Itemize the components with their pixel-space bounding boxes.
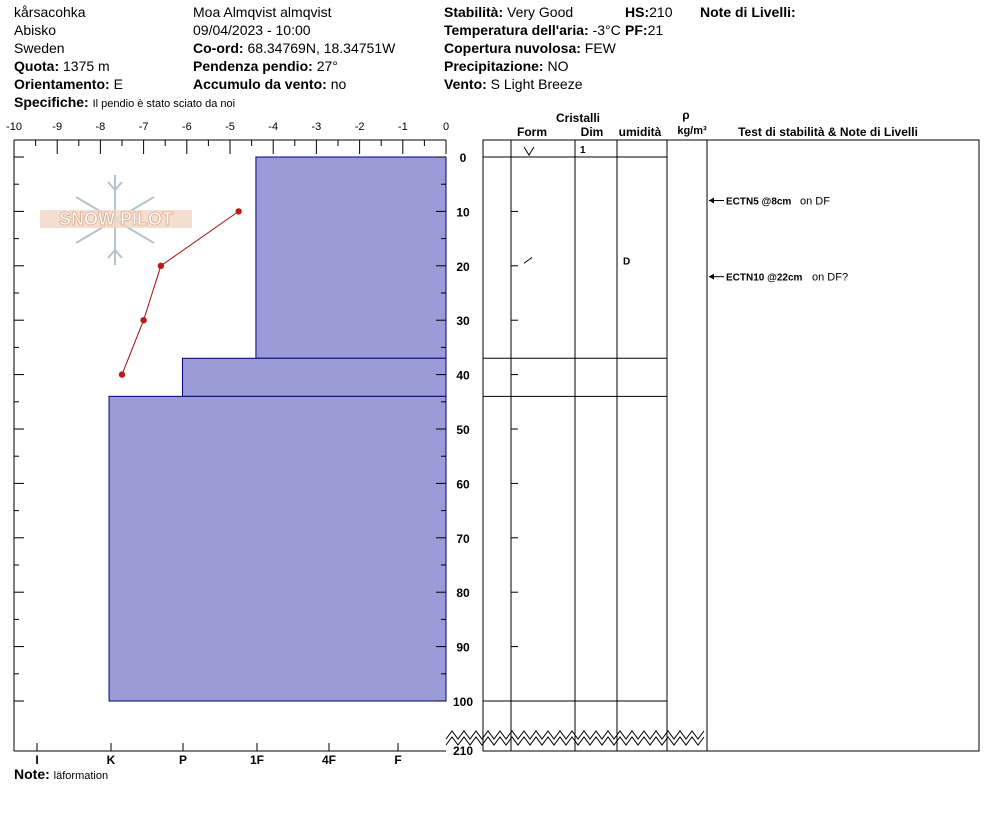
temperature-line <box>122 211 239 374</box>
precipitation: Precipitazione: NO <box>444 58 569 74</box>
logo-text: SNOW PILOT <box>59 209 173 229</box>
observation-datetime: 09/04/2023 - 10:00 <box>193 22 311 38</box>
slope-angle: Pendenza pendio: 27° <box>193 58 338 74</box>
depth-tick-label: 0 <box>459 151 467 165</box>
region-name: Abisko <box>14 22 57 38</box>
wind: Vento: S Light Breeze <box>444 76 583 92</box>
depth-tick-label: 60 <box>456 477 470 492</box>
temperature-point <box>158 263 164 269</box>
hardness-label: P <box>178 753 188 767</box>
temp-tick-label: 0 <box>442 121 450 133</box>
hardness-label: K <box>106 753 116 767</box>
depth-tick-label: 40 <box>456 368 470 383</box>
air-temperature: Temperatura dell'aria: -3°C <box>444 22 621 38</box>
specifics: Specifiche: Il pendio è stato sciato da noi <box>14 94 236 110</box>
elevation: Quota: 1375 m <box>14 58 110 74</box>
temp-tick-label: -8 <box>95 121 106 133</box>
temp-tick-label: -4 <box>268 121 279 133</box>
hardness-label: I <box>35 753 39 767</box>
depth-tick-label: 90 <box>456 640 470 655</box>
grain-form-symbol <box>524 257 532 263</box>
depth-tick-label: 20 <box>456 259 470 274</box>
temperature-point <box>119 371 125 377</box>
temp-tick-label: -5 <box>225 121 235 133</box>
stability-notes-header: Test di stabilità & Note di Livelli <box>738 125 918 139</box>
depth-tick-label: 10 <box>456 205 470 220</box>
grain-size-value: 1 <box>580 145 586 156</box>
depth-tick-label: 70 <box>456 531 470 546</box>
depth-tick-label: 80 <box>456 586 470 601</box>
grain-form-symbol <box>524 147 534 155</box>
hardness-layer <box>256 157 446 358</box>
stability: Stabilità: Very Good <box>444 4 574 20</box>
depth-tick-label: 50 <box>456 423 470 437</box>
location-name: kårsacohka <box>14 4 86 20</box>
stability-test-label: ECTN5 @8cm <box>726 196 792 208</box>
sky-cover: Copertura nuvolosa: FEW <box>444 40 616 56</box>
foot-penetration: PF:21 <box>625 22 664 38</box>
form-header: Form <box>517 125 547 139</box>
hardness-label: 4F <box>321 753 337 767</box>
temp-tick-label: -2 <box>354 121 365 133</box>
stability-arrow-head <box>709 198 714 204</box>
crystals-header: Cristalli <box>555 111 601 125</box>
temp-tick-label: -6 <box>181 121 192 133</box>
size-header: Dim <box>580 125 604 139</box>
density-unit-header: kg/m³ <box>677 125 707 137</box>
observer-name: Moa Almqvist almqvist <box>193 4 332 20</box>
layer-notes-title: Note di Livelli: <box>700 4 796 20</box>
stability-test-note: on DF? <box>812 271 849 284</box>
depth-tick-label: 30 <box>456 314 470 329</box>
moisture-header: umidità <box>618 125 662 139</box>
depth-tick-label: 100 <box>452 695 474 709</box>
right-table-frame <box>483 140 979 751</box>
hardness-layer <box>109 396 446 701</box>
hardness-label: F <box>394 753 402 767</box>
stability-test-label: ECTN10 @22cm <box>726 272 803 284</box>
aspect: Orientamento: E <box>14 76 123 92</box>
density-symbol-header: ρ <box>682 108 690 122</box>
stability-arrow-head <box>709 274 714 280</box>
temp-tick-label: -7 <box>138 121 149 133</box>
country-name: Sweden <box>14 40 65 56</box>
temp-tick-label: -9 <box>52 121 63 133</box>
stability-test-note: on DF <box>800 195 830 208</box>
hardness-label: 1F <box>249 753 265 767</box>
temp-tick-label: -10 <box>6 121 22 133</box>
hardness-layer <box>182 358 446 396</box>
snowpilot-logo <box>40 175 192 265</box>
depth-break-label: 210 <box>452 744 474 758</box>
wind-loading: Accumulo da vento: no <box>193 76 347 92</box>
temperature-point <box>140 317 146 323</box>
footer-note: Note: läformation <box>14 766 109 782</box>
coordinates: Co-ord: 68.34769N, 18.34751W <box>193 40 396 56</box>
snow-height: HS:210 <box>625 4 673 20</box>
temp-tick-label: -1 <box>397 121 408 133</box>
temperature-point <box>235 208 241 214</box>
moisture-value: D <box>623 256 631 268</box>
temp-tick-label: -3 <box>311 121 322 133</box>
